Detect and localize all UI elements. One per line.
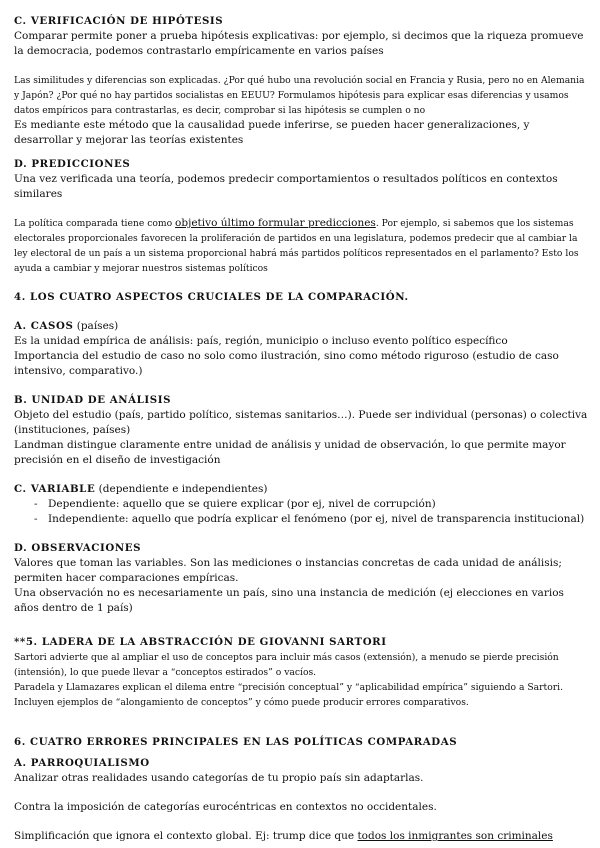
subsection-heading: B. UNIDAD DE ANÁLISIS: [14, 394, 172, 406]
dash-list: [14, 497, 590, 527]
paragraph: La política comparada tiene como objetivo último formular predicciones. Por ejemplo, si sabemos que los sistemas electorales proporcionales favorecen la proliferación de partidos en una legislatura, podemos predecir que al cambiar la ley electoral de un país a un sistema proporcional habrá más partidos políticos representados en el parlamento? Esto los ayuda a cambiar y mejorar nuestros sistemas políticos: [14, 217, 579, 274]
paragraph: Objeto del estudio (país, partido político, sistemas sanitarios…). Puede ser individual (personas) o colectiva (instituciones, países): [14, 409, 588, 436]
paragraph: Simplificación que ignora el contexto global. Ej: trump dice que todos los inmigrantes son criminales: [14, 830, 553, 842]
paragraph: Incluyen ejemplos de “alongamiento de conceptos” y cómo puede producir errores comparativos.: [14, 697, 469, 708]
paragraph: Es mediante este método que la causalidad puede inferirse, se pueden hacer generalizaciones, y desarrollar y mejorar las teorías existentes: [14, 119, 530, 146]
subsection-heading: A. CASOS (países): [14, 320, 119, 332]
section-heading: 4. LOS CUATRO ASPECTOS CRUCIALES DE LA COMPARACIÓN.: [14, 291, 409, 303]
section-heading: D. PREDICCIONES: [14, 158, 131, 170]
section-heading: 6. CUATRO ERRORES PRINCIPALES EN LAS POLÍTICAS COMPARADAS: [14, 736, 458, 748]
paragraph: Analizar otras realidades usando categorías de tu propio país sin adaptarlas.: [14, 772, 424, 784]
paragraph: Paradela y Llamazares explican el dilema entre “precisión conceptual” y “aplicabilidad empírica” siguiendo a Sartori.: [14, 682, 563, 693]
section-heading: **5. LADERA DE LA ABSTRACCIÓN DE GIOVANNI SARTORI: [14, 636, 387, 648]
subsection-heading: D. OBSERVACIONES: [14, 542, 142, 554]
subsection-heading: A. PARROQUIALISMO: [14, 757, 150, 769]
paragraph: Contra la imposición de categorías eurocéntricas en contextos no occidentales.: [14, 801, 437, 813]
paragraph: Una vez verificada una teoría, podemos predecir comportamientos o resultados políticos en contextos similares: [14, 173, 558, 200]
document-page: [14, 14, 590, 844]
list-item: - Independiente: aquello que podría explicar el fenómeno (por ej, nivel de transparencia institucional): [34, 512, 590, 527]
paragraph: Las similitudes y diferencias son explicadas. ¿Por qué hubo una revolución social en Francia y Rusia, pero no en Alemania y Japón? ¿Por qué no hay partidos socialistas en EEUU? Formulamos hipótesis para explicar esas diferencias y usamos datos empíricos para contrastarlas, es decir, comprobar si las hipótesis se cumplen o no: [14, 75, 585, 116]
paragraph: Landman distingue claramente entre unidad de análisis y unidad de observación, lo que permite mayor precisión en el diseño de investigación: [14, 439, 566, 466]
underlined-text: objetivo último formular predicciones: [175, 217, 376, 229]
subsection-heading: C. VARIABLE (dependiente e independientes): [14, 483, 268, 495]
paragraph: Importancia del estudio de caso no solo como ilustración, sino como método riguroso (estudio de caso intensivo, comparativo.): [14, 350, 559, 377]
paragraph: Sartori advierte que al ampliar el uso de conceptos para incluir más casos (extensión), a menudo se pierde precisión (intensión), lo que puede llevar a “conceptos estirados” o vacíos.: [14, 652, 559, 678]
paragraph: Una observación no es necesariamente un país, sino una instancia de medición (ej elecciones en varios años dentro de 1 país): [14, 587, 564, 614]
paragraph: Es la unidad empírica de análisis: país, región, municipio o incluso evento político específico: [14, 335, 508, 347]
section-heading: C. VERIFICACIÓN DE HIPÓTESIS: [14, 15, 224, 27]
list-item: - Dependiente: aquello que se quiere explicar (por ej, nivel de corrupción): [34, 497, 590, 512]
underlined-text: todos los inmigrantes son criminales: [357, 830, 553, 842]
paragraph: Comparar permite poner a prueba hipótesis explicativas: por ejemplo, si decimos que la riqueza promueve la democracia, podemos contrastarlo empíricamente en varios países: [14, 30, 584, 57]
paragraph: Valores que toman las variables. Son las mediciones o instancias concretas de cada unidad de análisis; permiten hacer comparaciones empíricas.: [14, 557, 562, 584]
